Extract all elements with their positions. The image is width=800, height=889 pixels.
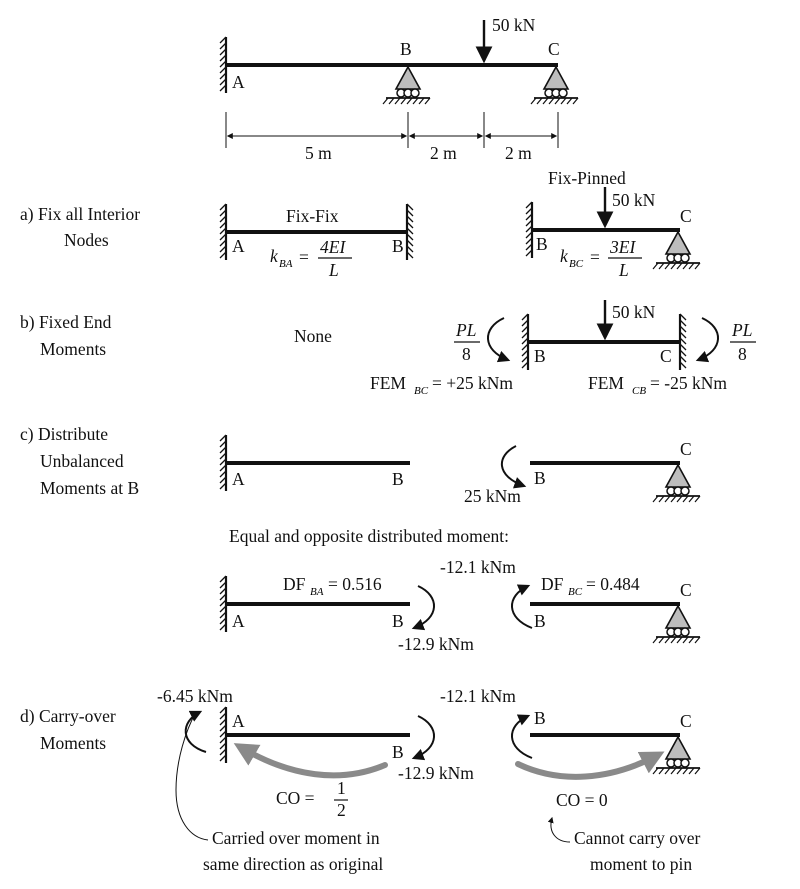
step-a-group <box>20 168 700 280</box>
note-right-leader-icon <box>551 818 570 842</box>
step-c-group <box>20 424 700 654</box>
step-a-right-node-b: B <box>536 234 548 254</box>
step-a-left-node-b: B <box>392 236 404 256</box>
step-c-right-node-c: C <box>680 439 692 459</box>
step-a-left-node-a: A <box>232 236 245 256</box>
step-a-fixed-support-b-right-icon <box>526 202 532 258</box>
df-ba-subscript: BA <box>310 586 324 598</box>
step-c-dist-right-node-b: B <box>534 611 546 631</box>
step-d-node-c: C <box>680 711 692 731</box>
df-bc-value: = 0.484 <box>586 574 640 594</box>
step-c-moment-bc: -12.1 kNm <box>440 557 516 577</box>
step-c-label-line2: Unbalanced <box>40 451 124 471</box>
df-ba-prefix: DF <box>283 574 306 594</box>
note-left-leader-icon <box>176 712 208 840</box>
step-d-label-line1: d) Carry-over <box>20 706 116 726</box>
step-c-bc-moment-arrow-icon <box>512 586 532 628</box>
step-c-unbalanced-moment: 25 kNm <box>464 486 521 506</box>
carry-over-left-arrow-icon <box>242 748 385 775</box>
top-node-b: B <box>400 39 412 59</box>
fem-bc-subscript: BC <box>414 385 429 397</box>
fem-cb-value: = -25 kNm <box>650 373 727 393</box>
step-c-fixed-a-icon <box>220 435 226 491</box>
step-b-label-line1: b) Fixed End <box>20 312 112 332</box>
df-bc-subscript: BC <box>568 586 583 598</box>
step-c-dist-fixed-a-icon <box>220 576 226 632</box>
step-a-fixed-support-b-icon <box>407 204 413 260</box>
step-c-unbalanced-moment-arrow-icon <box>502 446 524 486</box>
step-a-right-node-c: C <box>680 206 692 226</box>
co-left-numerator: 1 <box>337 778 346 798</box>
step-c-ba-moment-arrow-icon <box>414 586 434 628</box>
note-left-line1: Carried over moment in <box>212 828 380 848</box>
pl-left-denominator: 8 <box>462 344 471 364</box>
pl-right-denominator: 8 <box>738 344 747 364</box>
co-right: CO = 0 <box>556 790 608 810</box>
step-c-label-line3: Moments at B <box>40 478 140 498</box>
k-ba-symbol: k <box>270 246 278 266</box>
step-c-roller-c-icon <box>653 465 700 502</box>
note-left-line2: same direction as original <box>203 854 384 874</box>
step-d-fixed-a-icon <box>220 707 226 763</box>
step-b-load: 50 kN <box>612 302 656 322</box>
df-ba-value: = 0.516 <box>328 574 382 594</box>
step-d-bc-moment-arrow-icon <box>512 716 532 758</box>
k-ba-numerator: 4EI <box>320 237 346 257</box>
step-c-dist-left-node-a: A <box>232 611 245 631</box>
k-ba-subscript: BA <box>279 258 293 270</box>
note-right-line2: moment to pin <box>590 854 693 874</box>
step-c-dist-roller-c-icon <box>653 606 700 643</box>
fem-cb-subscript: CB <box>632 385 647 397</box>
co-left-denominator: 2 <box>337 800 346 820</box>
step-d-node-b-left: B <box>392 742 404 762</box>
k-ba-denominator: L <box>329 260 339 280</box>
step-a-label-line2: Nodes <box>64 230 109 250</box>
top-node-a: A <box>232 72 245 92</box>
k-bc-denominator: L <box>619 260 629 280</box>
step-c-dist-left-node-b: B <box>392 611 404 631</box>
fem-bc-prefix: FEM <box>370 373 406 393</box>
k-bc-symbol: k <box>560 246 568 266</box>
step-c-moment-ba: -12.9 kNm <box>398 634 474 654</box>
step-a-roller-c-icon <box>653 232 700 269</box>
step-c-dist-right-node-c: C <box>680 580 692 600</box>
k-ba-equals: = <box>299 247 309 267</box>
step-b-fixed-c-icon <box>680 314 686 370</box>
top-node-c: C <box>548 39 560 59</box>
step-a-right-title: Fix-Pinned <box>548 168 626 188</box>
pl-right-numerator: PL <box>732 320 753 340</box>
fem-right-moment-arrow-icon <box>698 318 718 360</box>
fem-cb-prefix: FEM <box>588 373 624 393</box>
step-c-caption: Equal and opposite distributed moment: <box>229 526 509 546</box>
carry-over-right-arrow-icon <box>518 756 656 777</box>
step-d-ba-moment-arrow-icon <box>414 716 434 758</box>
fem-bc-value: = +25 kNm <box>432 373 513 393</box>
pl-left-numerator: PL <box>456 320 477 340</box>
step-b-fixed-b-icon <box>522 314 528 370</box>
roller-support-b-icon <box>383 67 430 104</box>
step-d-moment-ba: -12.9 kNm <box>398 763 474 783</box>
step-d-moment-a: -6.45 kNm <box>157 686 233 706</box>
top-load-label: 50 kN <box>492 15 536 35</box>
step-d-label-line2: Moments <box>40 733 107 753</box>
step-c-left-node-a: A <box>232 469 245 489</box>
step-d-roller-c-icon <box>653 737 700 774</box>
dim-ab-label: 5 m <box>305 143 332 163</box>
top-beam-group <box>220 15 578 163</box>
dim-b-load-label: 2 m <box>430 143 457 163</box>
step-a-left-title: Fix-Fix <box>286 206 339 226</box>
fixed-support-a-icon <box>220 37 226 93</box>
step-c-right-node-b: B <box>534 468 546 488</box>
step-d-a-moment-arrow-icon <box>186 712 206 752</box>
step-b-node-c: C <box>660 346 672 366</box>
step-d-group <box>20 686 701 874</box>
note-right-line1: Cannot carry over <box>574 828 701 848</box>
step-a-right-load: 50 kN <box>612 190 656 210</box>
step-b-label-line2: Moments <box>40 339 107 359</box>
step-d-node-b-right: B <box>534 708 546 728</box>
step-a-fixed-support-a-icon <box>220 204 226 260</box>
step-d-moment-bc: -12.1 kNm <box>440 686 516 706</box>
co-left-prefix: CO = <box>276 788 315 808</box>
step-b-group <box>20 300 756 397</box>
step-d-node-a: A <box>232 711 245 731</box>
fem-left-moment-arrow-icon <box>488 318 508 360</box>
dim-load-c-label: 2 m <box>505 143 532 163</box>
k-bc-subscript: BC <box>569 258 584 270</box>
step-b-node-b: B <box>534 346 546 366</box>
df-bc-prefix: DF <box>541 574 564 594</box>
roller-support-c-icon <box>531 67 578 104</box>
step-c-left-node-b: B <box>392 469 404 489</box>
step-a-label-line1: a) Fix all Interior <box>20 204 141 224</box>
step-b-none: None <box>294 326 332 346</box>
k-bc-numerator: 3EI <box>610 237 636 257</box>
step-c-label-line1: c) Distribute <box>20 424 108 444</box>
k-bc-equals: = <box>590 247 600 267</box>
